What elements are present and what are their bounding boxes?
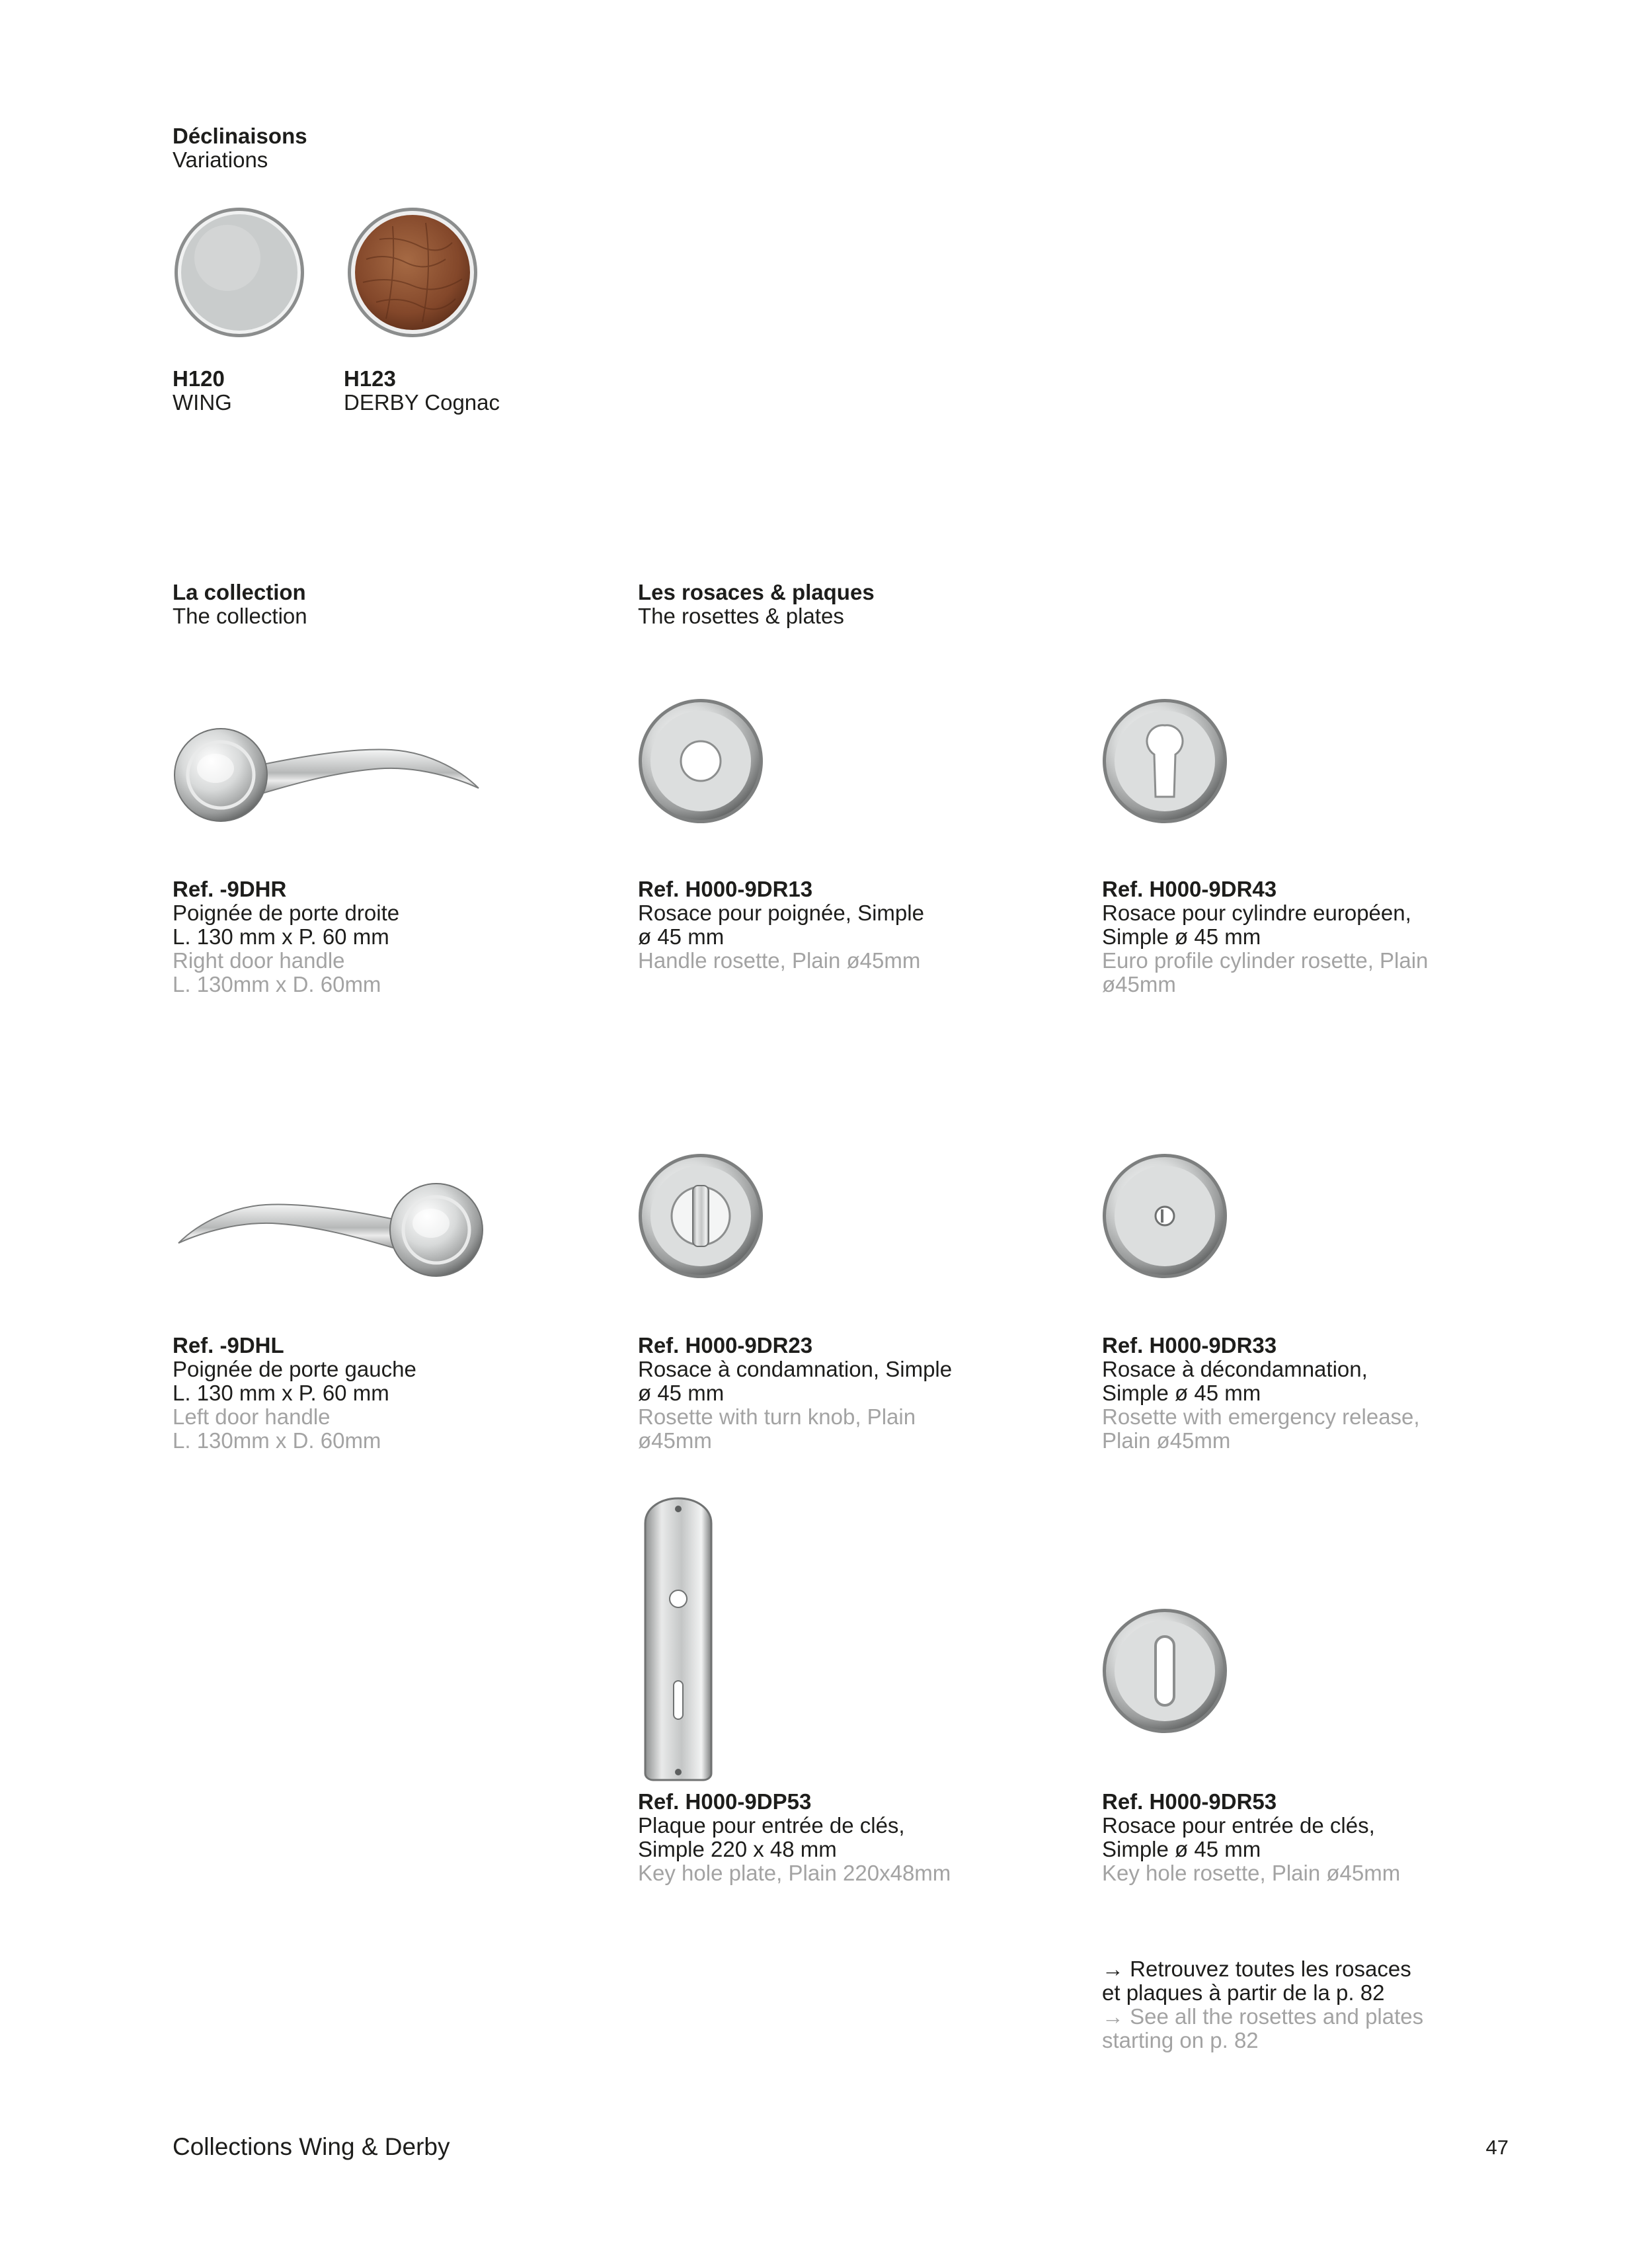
variation-code: H120 — [173, 366, 225, 391]
variation-name: WING — [173, 390, 232, 415]
product-desc-en: Rosette with emergency release, — [1102, 1404, 1420, 1429]
product-desc-en: Rosette with turn knob, Plain — [638, 1404, 916, 1429]
variation-name: DERBY Cognac — [344, 390, 500, 415]
note-en: → See all the rosettes and plates — [1102, 2004, 1424, 2029]
product-caption — [638, 877, 924, 973]
variation-code: H123 — [344, 366, 396, 391]
product-desc-fr: Plaque pour entrée de clés, — [638, 1813, 905, 1838]
variations-heading-en: Variations — [173, 147, 268, 172]
note-fr: → Retrouvez toutes les rosaces — [1102, 1957, 1411, 1981]
product-desc-fr: Poignée de porte gauche — [173, 1357, 416, 1381]
emergency-release-rosette-image — [1101, 1153, 1228, 1279]
collection-heading — [173, 581, 307, 628]
product-desc-en: Right door handle — [173, 948, 345, 973]
turn-knob-rosette-image — [637, 1153, 764, 1279]
product-ref: Ref. H000-9DP53 — [638, 1789, 812, 1814]
cross-reference-note — [1102, 1957, 1423, 2052]
product-desc-en: ø45mm — [1102, 972, 1176, 996]
product-ref: Ref. H000-9DR43 — [1102, 877, 1277, 901]
product-desc-fr: Rosace pour entrée de clés, — [1102, 1813, 1375, 1838]
product-ref: Ref. -9DHL — [173, 1333, 284, 1357]
product-desc-fr: Rosace pour poignée, Simple — [638, 901, 924, 925]
cylinder-rosette-image — [1101, 698, 1228, 825]
product-caption — [1102, 877, 1428, 996]
product-desc-en: Handle rosette, Plain ø45mm — [638, 948, 921, 973]
product-desc-en: Plain ø45mm — [1102, 1428, 1231, 1453]
product-desc-fr: Simple 220 x 48 mm — [638, 1837, 837, 1861]
product-caption — [638, 1334, 952, 1453]
rosettes-heading — [638, 581, 875, 628]
product-desc-en: Key hole rosette, Plain ø45mm — [1102, 1861, 1401, 1885]
page-number: 47 — [1485, 2136, 1509, 2159]
rosettes-heading-en: The rosettes & plates — [638, 604, 844, 628]
product-desc-en: ø45mm — [638, 1428, 712, 1453]
product-ref: Ref. H000-9DR13 — [638, 877, 813, 901]
left-door-handle-image — [173, 1182, 484, 1281]
product-desc-fr: Rosace pour cylindre européen, — [1102, 901, 1411, 925]
product-desc-fr: Rosace à décondamnation, — [1102, 1357, 1368, 1381]
product-desc-en: Key hole plate, Plain 220x48mm — [638, 1861, 951, 1885]
handle-rosette-image — [637, 698, 764, 825]
product-ref: Ref. H000-9DR23 — [638, 1333, 813, 1357]
product-caption — [1102, 1790, 1400, 1885]
product-desc-en: Euro profile cylinder rosette, Plain — [1102, 948, 1429, 973]
product-caption — [638, 1790, 951, 1885]
key-hole-rosette-image — [1101, 1607, 1228, 1734]
collection-heading-en: The collection — [173, 604, 307, 628]
product-desc-fr: Simple ø 45 mm — [1102, 924, 1261, 949]
right-door-handle-image — [173, 727, 484, 827]
product-desc-fr: Simple ø 45 mm — [1102, 1381, 1261, 1405]
product-desc-fr: L. 130 mm x P. 60 mm — [173, 924, 389, 949]
product-ref: Ref. -9DHR — [173, 877, 287, 901]
product-desc-fr: Simple ø 45 mm — [1102, 1837, 1261, 1861]
product-desc-en: Left door handle — [173, 1404, 331, 1429]
product-desc-en: L. 130mm x D. 60mm — [173, 1428, 381, 1453]
key-hole-plate-image — [643, 1496, 714, 1781]
product-desc-fr: Rosace à condamnation, Simple — [638, 1357, 953, 1381]
product-caption — [1102, 1334, 1420, 1453]
product-desc-fr: ø 45 mm — [638, 1381, 725, 1405]
swatch-derby-cognac — [346, 206, 479, 339]
note-fr: et plaques à partir de la p. 82 — [1102, 1980, 1385, 2005]
variation-h123 — [344, 367, 500, 415]
product-caption — [173, 1334, 416, 1453]
swatch-wing — [173, 206, 305, 339]
variations-heading — [173, 124, 307, 172]
product-ref: Ref. H000-9DR53 — [1102, 1789, 1277, 1814]
product-desc-fr: ø 45 mm — [638, 924, 725, 949]
product-desc-fr: Poignée de porte droite — [173, 901, 400, 925]
product-ref: Ref. H000-9DR33 — [1102, 1333, 1277, 1357]
product-caption — [173, 877, 399, 996]
footer-title: Collections Wing & Derby — [173, 2133, 450, 2160]
product-desc-fr: L. 130 mm x P. 60 mm — [173, 1381, 389, 1405]
product-desc-en: L. 130mm x D. 60mm — [173, 972, 381, 996]
note-en: starting on p. 82 — [1102, 2028, 1259, 2052]
collection-heading-fr: La collection — [173, 580, 306, 604]
rosettes-heading-fr: Les rosaces & plaques — [638, 580, 875, 604]
variation-h120 — [173, 367, 232, 415]
variations-heading-fr: Déclinaisons — [173, 124, 307, 148]
